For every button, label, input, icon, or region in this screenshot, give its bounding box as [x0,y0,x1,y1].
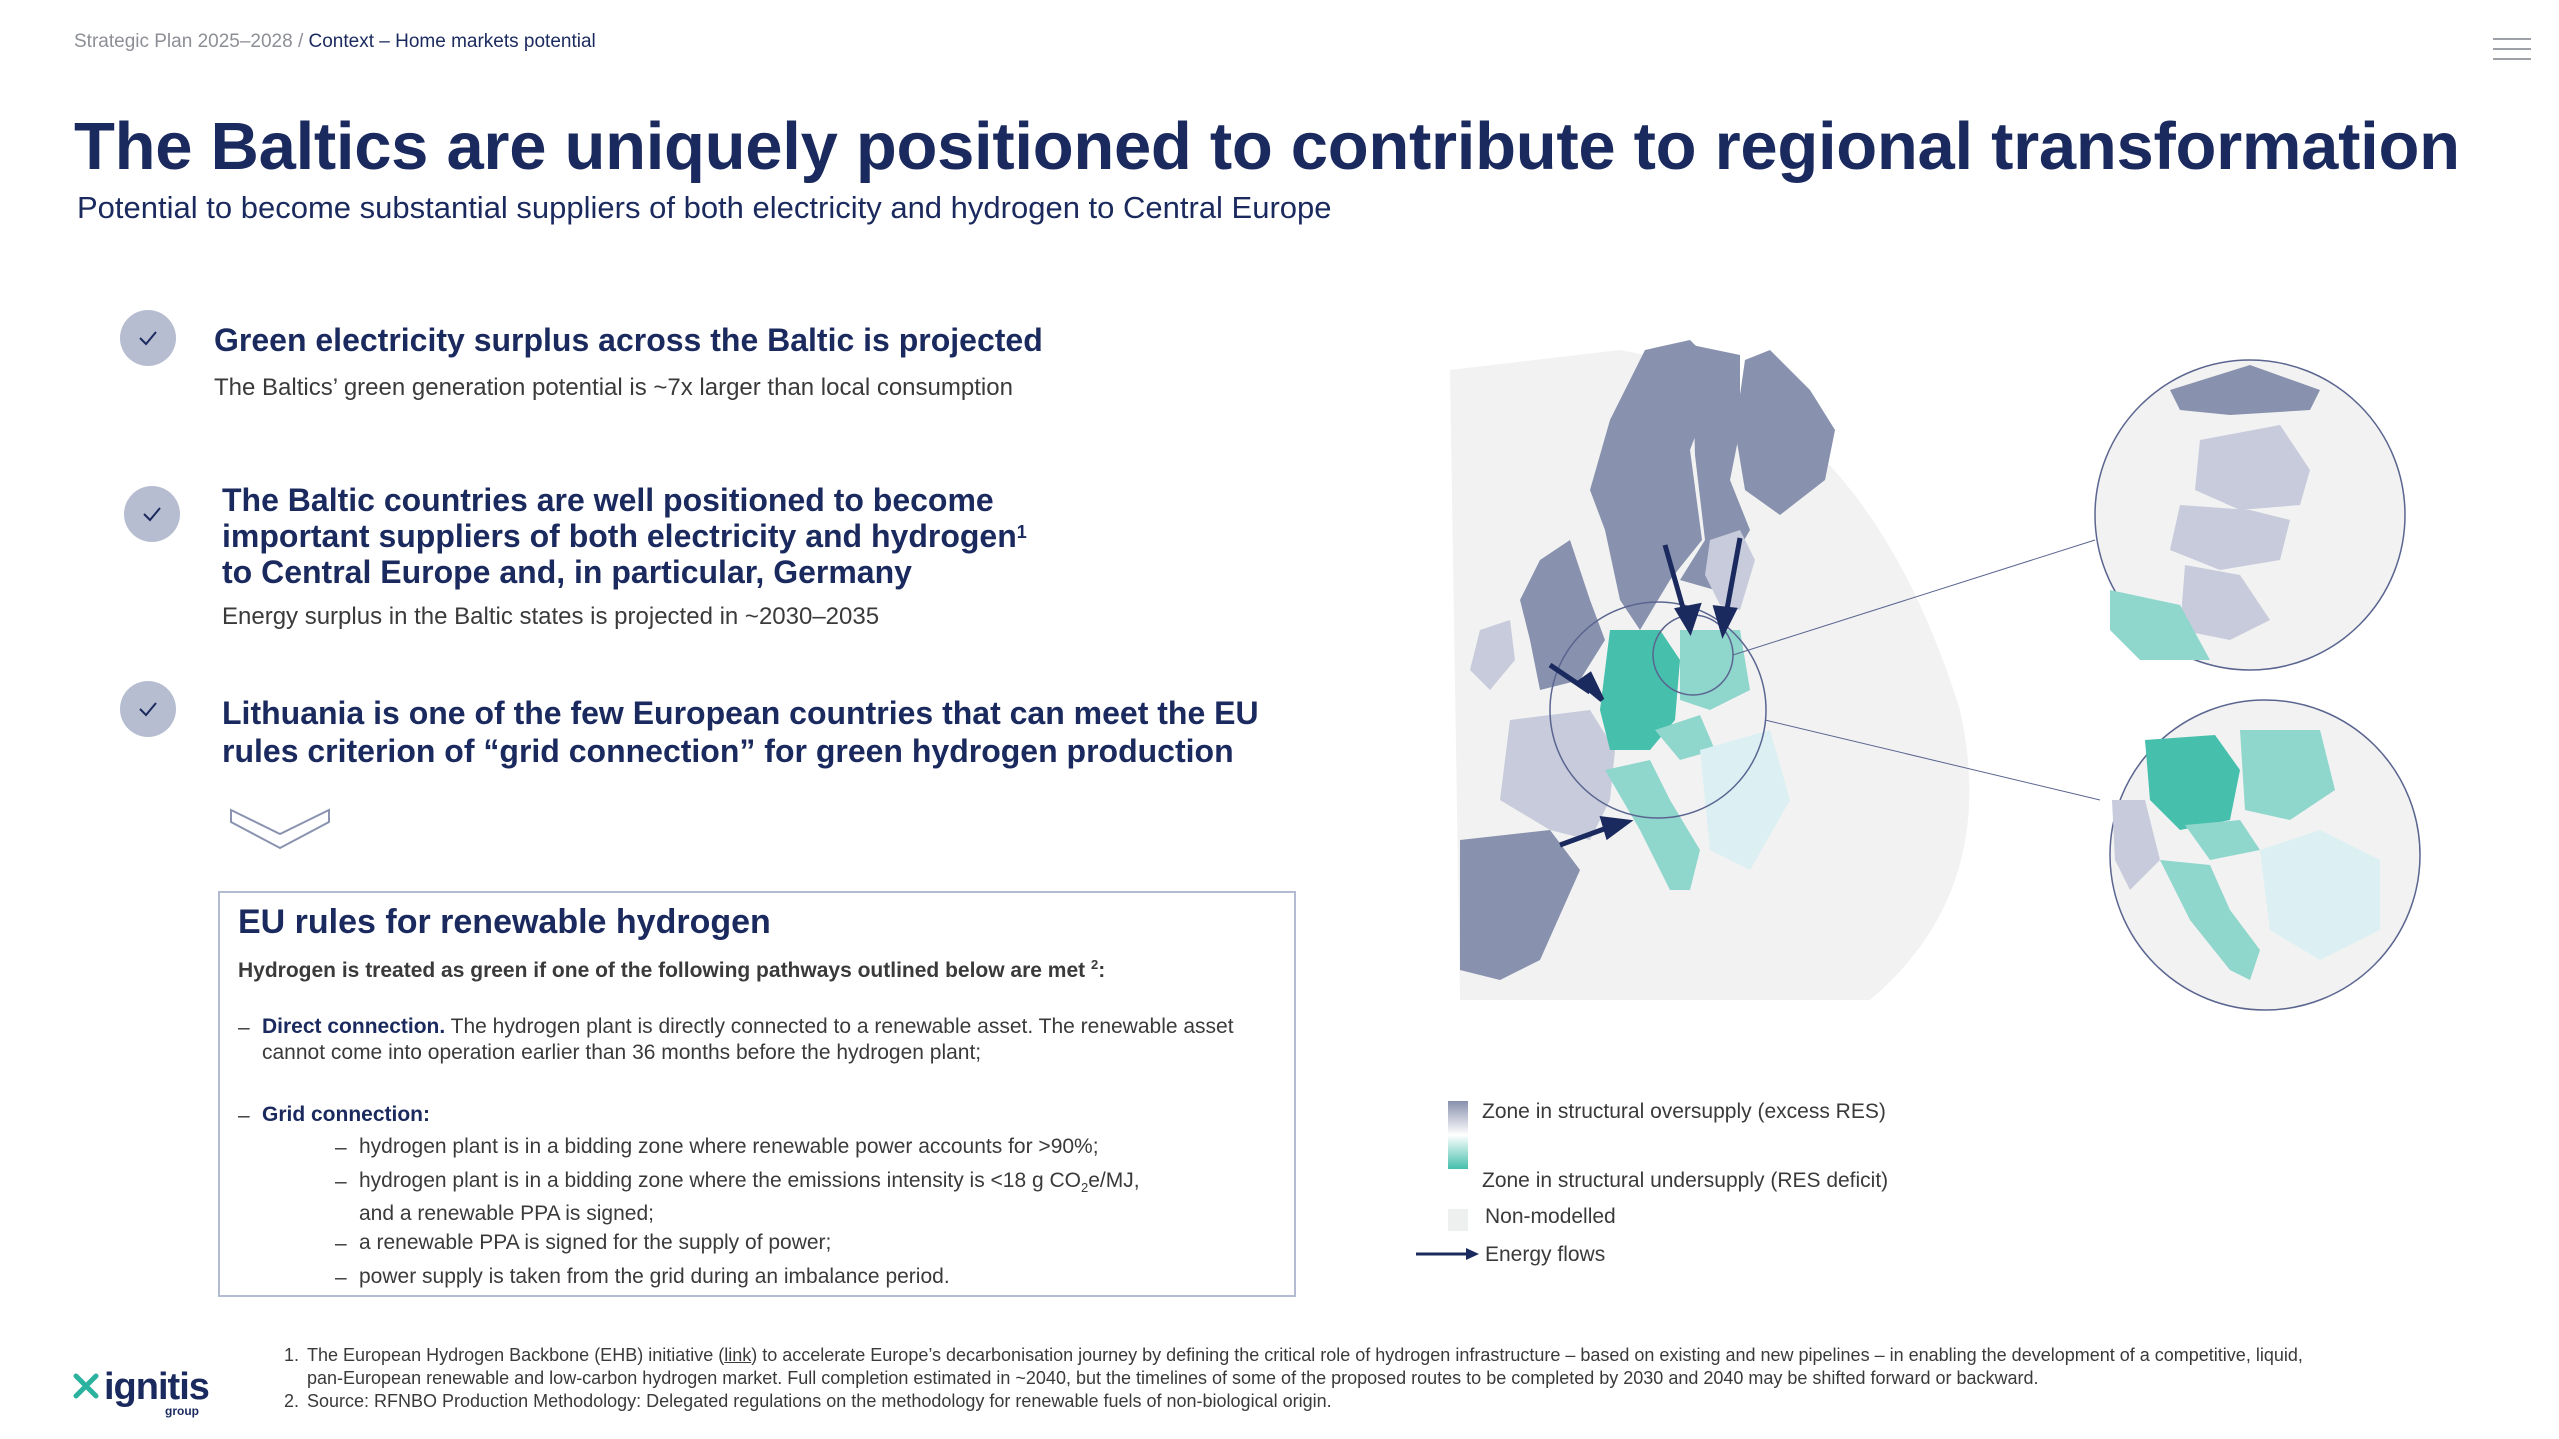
bullet-dash: – [335,1136,347,1159]
legend-gradient [1448,1101,1468,1169]
breadcrumb-section[interactable]: Strategic Plan 2025–2028 / [74,31,304,52]
footnote-ref-1: 1 [1016,522,1027,542]
rules-intro [238,957,1105,983]
rules-intro-end: : [1098,959,1106,982]
grid-item-2-text-c: and a renewable PPA is signed; [359,1202,654,1226]
point-3-heading [222,694,1259,770]
menu-icon[interactable] [2493,38,2531,66]
grid-item-2-text-b: e/MJ, [1088,1169,1140,1192]
grid-connection-label [262,1102,430,1128]
check-icon [120,681,176,737]
grid-item-4: power supply is taken from the grid during an imbalance period. [359,1265,950,1288]
legend-flows: Energy flows [1485,1243,1606,1266]
grid-item-3: a renewable PPA is signed for the supply of power; [359,1231,832,1254]
bullet-dash: – [335,1266,347,1289]
footnote-num-2: 2. [284,1391,300,1411]
point-2-text: Energy surplus in the Baltic states is projected in ~2030–2035 [222,603,880,630]
rules-title: EU rules for renewable hydrogen [238,903,771,941]
breadcrumb [74,31,596,53]
footnote-link[interactable]: link [724,1345,752,1365]
arrow-icon [1416,1247,1480,1261]
bullet-dash: – [335,1232,347,1255]
footnote-1-text-c: pan-European renewable and low-carbon hydrogen market. Full completion estimated in ~2040, but the timelines of some of the proposed routes to be completed by 2030 and 2040 may be shifted forward or backward. [307,1368,2039,1388]
point-2-heading-line-2: important suppliers of both electricity and hydrogen [222,518,1017,554]
chevron-down-icon [229,808,331,852]
legend-non-modelled: Non-modelled [1485,1205,1616,1228]
direct-connection-label: Direct connection. [262,1015,446,1038]
legend-oversupply: Zone in structural oversupply (excess RES) [1482,1100,1886,1123]
footnote-ref-2: 2 [1090,957,1099,972]
map-europe [1440,330,2440,1030]
grid-item-2 [359,1168,1140,1227]
point-2-heading-line-3: to Central Europe and, in particular, Germany [222,554,912,590]
footnote-1-text-a: The European Hydrogen Backbone (EHB) initiative ( [307,1345,725,1365]
check-icon [120,310,176,366]
direct-connection-item [262,1014,1234,1066]
footnote-1-text-b: ) to accelerate Europe’s decarbonisation journey by defining the critical role of hydrogen infrastructure – based on existing and new pipelines – in enabling the development of a competitive, liquid, [751,1345,2303,1365]
point-1-text: The Baltics’ green generation potential is ~7x larger than local consumption [214,374,1013,401]
footnote-num-1: 1. [284,1345,300,1365]
check-icon [124,486,180,542]
point-1-heading: Green electricity surplus across the Baltic is projected [214,322,1043,358]
bullet-dash: – [238,1016,250,1039]
logo-sub: group [165,1404,199,1418]
point-2-heading [222,482,1027,590]
bullet-dash: – [335,1170,347,1193]
legend-undersupply: Zone in structural undersupply (RES deficit) [1482,1169,1889,1192]
point-3-heading-line-2: rules criterion of “grid connection” for green hydrogen production [222,733,1234,769]
direct-connection-text-2: cannot come into operation earlier than 36 months before the hydrogen plant; [262,1041,982,1064]
page-title: The Baltics are uniquely positioned to contribute to regional transformation [74,109,2460,184]
point-2-heading-line-1: The Baltic countries are well positioned to become [222,482,994,518]
grid-connection-label-text: Grid connection: [262,1103,430,1126]
rules-intro-text: Hydrogen is treated as green if one of the following pathways outlined below are met [238,959,1086,982]
point-3-heading-line-1: Lithuania is one of the few European countries that can meet the EU [222,695,1259,731]
breadcrumb-current: Context – Home markets potential [308,31,596,52]
legend-non-modelled-swatch [1448,1209,1468,1231]
footnote-2: Source: RFNBO Production Methodology: Delegated regulations on the methodology for renewable fuels of non-biological origin. [307,1391,1332,1411]
grid-item-2-text-a: hydrogen plant is in a bidding zone where the emissions intensity is <18 g CO [359,1169,1081,1192]
grid-item-1: hydrogen plant is in a bidding zone where renewable power accounts for >90%; [359,1135,1099,1158]
ignitis-logo-mark [72,1372,100,1400]
footnote-1 [307,1344,2303,1390]
page-subtitle: Potential to become substantial suppliers of both electricity and hydrogen to Central Europe [77,190,1332,225]
logo-text: ignitis [104,1366,209,1408]
co2-subscript: 2 [1081,1180,1089,1196]
bullet-dash: – [238,1104,250,1127]
direct-connection-text-1: The hydrogen plant is directly connected to a renewable asset. The renewable asset [445,1015,1234,1038]
